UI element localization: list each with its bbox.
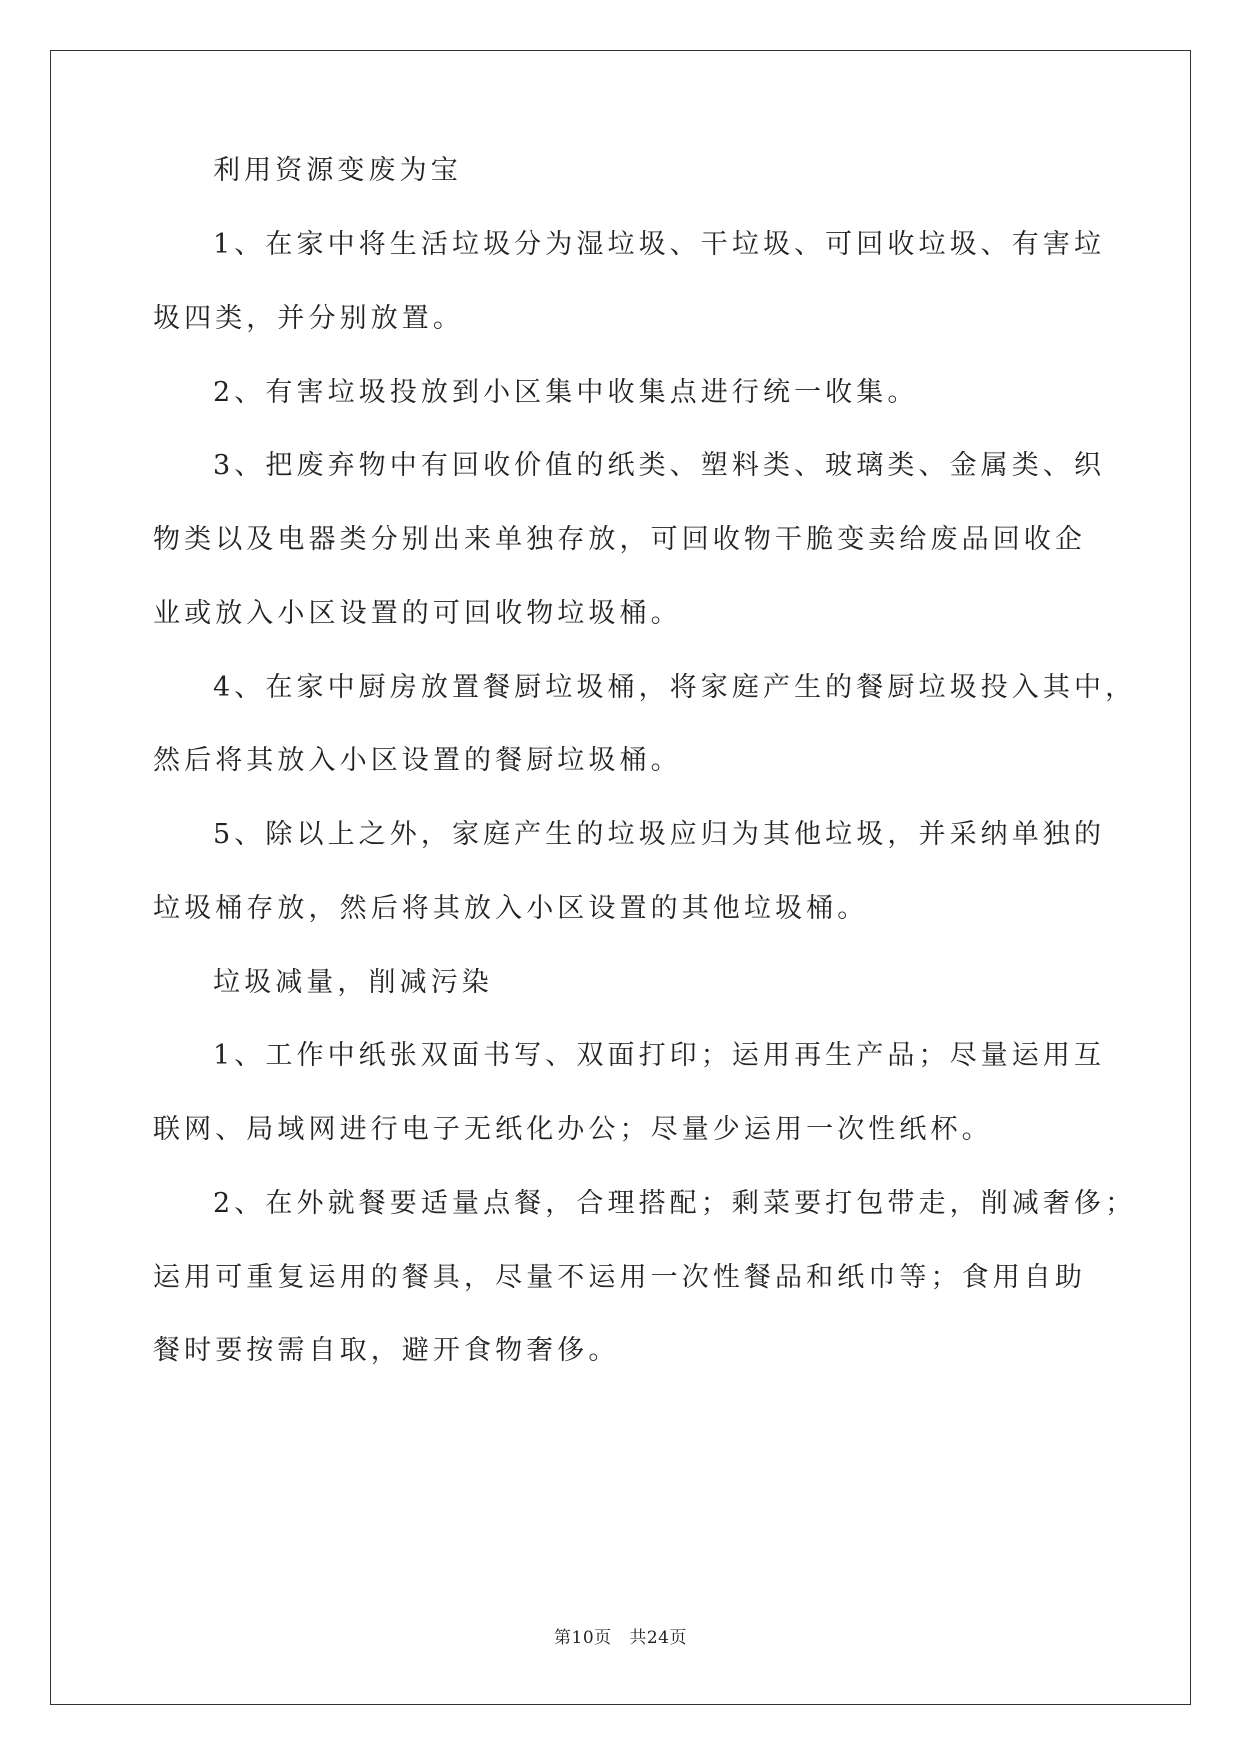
paragraph-line: 餐时要按需自取，避开食物奢侈。: [153, 1335, 620, 1366]
paragraph-line: 垃圾桶存放，然后将其放入小区设置的其他垃圾桶。: [153, 893, 869, 924]
paragraph-line: 1、在家中将生活垃圾分为湿垃圾、干垃圾、可回收垃圾、有害垃: [213, 229, 1106, 260]
paragraph-line: 2、有害垃圾投放到小区集中收集点进行统一收集。: [213, 377, 919, 408]
paragraph-line: 4、在家中厨房放置餐厨垃圾桶，将家庭产生的餐厨垃圾投入其中，: [213, 672, 1137, 703]
paragraph-line: 运用可重复运用的餐具，尽量不运用一次性餐品和纸巾等；食用自助: [153, 1262, 1086, 1293]
paragraph-line: 5、除以上之外，家庭产生的垃圾应归为其他垃圾，并采纳单独的: [213, 819, 1106, 850]
paragraph-line: 2、在外就餐要适量点餐，合理搭配；剩菜要打包带走，削减奢侈；: [213, 1188, 1137, 1219]
section-heading-resource-reuse: 利用资源变废为宝: [213, 155, 462, 186]
paragraph-line: 联网、局域网进行电子无纸化办公；尽量少运用一次性纸杯。: [153, 1114, 993, 1145]
paragraph-line: 1、工作中纸张双面书写、双面打印；运用再生产品；尽量运用互: [213, 1040, 1106, 1071]
paragraph-line: 物类以及电器类分别出来单独存放，可回收物干脆变卖给废品回收企: [153, 524, 1086, 555]
paragraph-line: 3、把废弃物中有回收价值的纸类、塑料类、玻璃类、金属类、织: [213, 450, 1106, 481]
paragraph-line: 然后将其放入小区设置的餐厨垃圾桶。: [153, 745, 682, 776]
page-border: [50, 50, 1191, 1705]
section-heading-waste-reduction: 垃圾减量，削减污染: [213, 967, 493, 998]
page-number-footer: 第10页 共24页: [554, 1628, 687, 1648]
paragraph-line: 圾四类，并分别放置。: [153, 303, 464, 334]
paragraph-line: 业或放入小区设置的可回收物垃圾桶。: [153, 598, 682, 629]
